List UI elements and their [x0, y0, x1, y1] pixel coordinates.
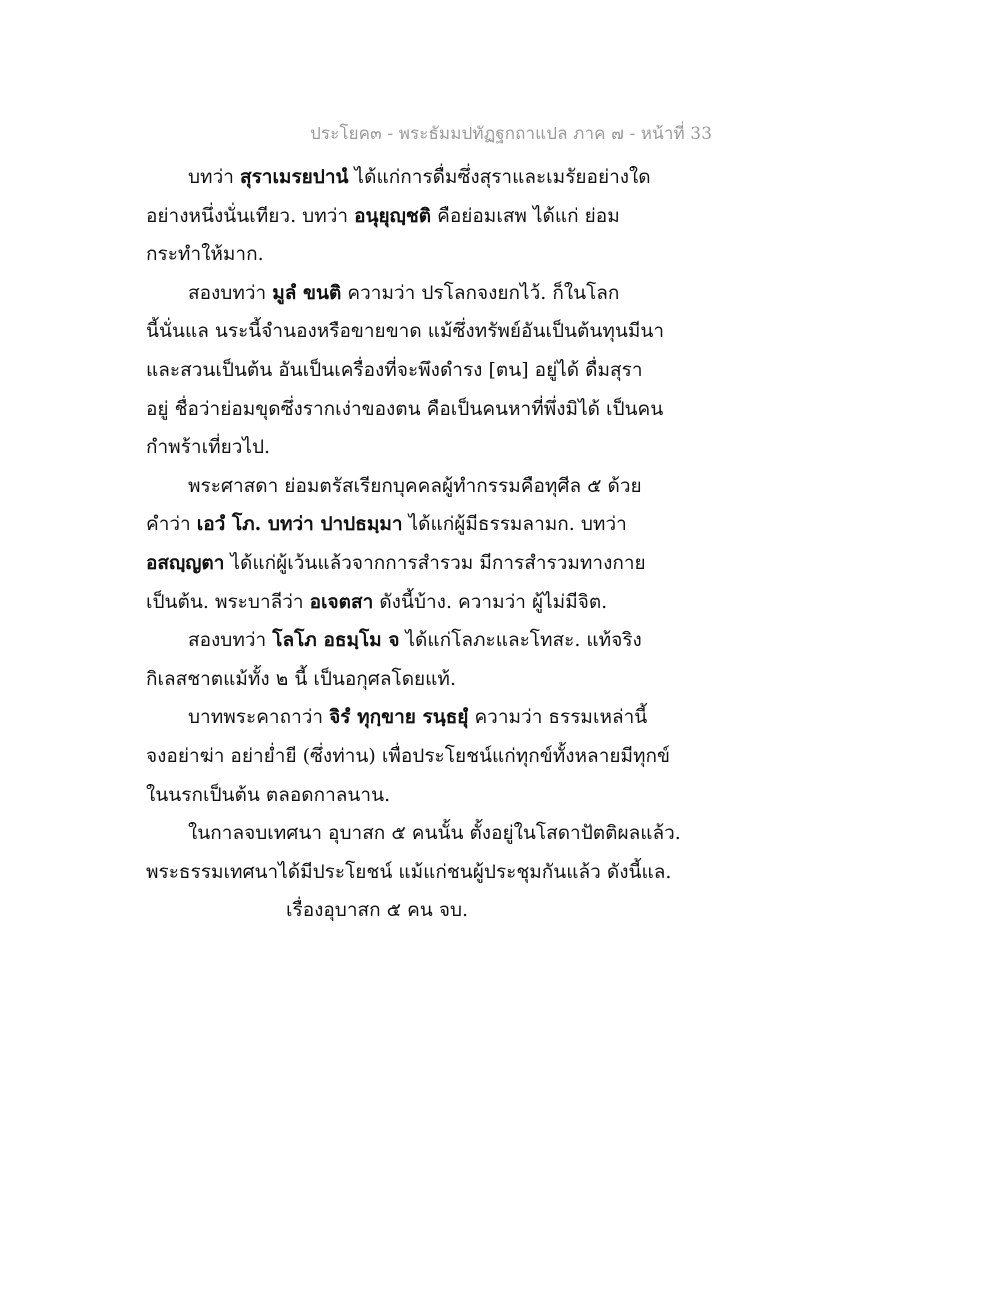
line-text: บาทพระคาถาว่า: [188, 706, 330, 729]
line-text: พระศาสดา ย่อมตรัสเรียกบุคคลผู้ทำกรรมคือทุศีล ๕ ด้วย: [188, 474, 642, 497]
line-text: ได้แก่การดื่มซึ่งสุราและเมรัยอย่างใด: [348, 166, 651, 188]
line-text: กิเลสชาตแม้ทั้ง ๒ นี้ เป็นอกุศลโดยแท้.: [146, 667, 456, 690]
line-text: ได้แก่ผู้มีธรรมลามก. บทว่า: [402, 513, 627, 536]
line-text: จงอย่าฆ่า อย่าย่ำยี (ซึ่งท่าน) เพื่อประโยชน์แก่ทุกข์ทั้งหลายมีทุกข์: [146, 744, 671, 767]
pali-term: อสญฺญตา: [146, 551, 225, 574]
text-line: [146, 158, 686, 197]
pali-term: เอวํ โภ. บทว่า ปาปธมฺมา: [196, 513, 403, 536]
text-line: [146, 197, 686, 236]
line-text: ได้แก่โลภะและโทสะ. แท้จริง: [399, 629, 642, 652]
line-text: กำพร้าเที่ยวไป.: [146, 436, 271, 459]
line-text: สองบทว่า: [188, 629, 273, 652]
text-line: [146, 814, 686, 853]
text-line: [146, 698, 686, 737]
line-text: ในนรกเป็นต้น ตลอดกาลนาน.: [146, 783, 391, 806]
text-line: [146, 660, 686, 699]
line-text: สองบทว่า: [188, 281, 273, 304]
pali-term: สุราเมรยปานํ: [239, 166, 349, 188]
line-text: ความว่า ปรโลกจงยกไว้. ก็ในโลก: [341, 281, 620, 304]
line-text: ความว่า ธรรมเหล่านี้: [468, 706, 648, 729]
text-line: [146, 351, 686, 390]
line-text: กระทำให้มาก.: [146, 243, 264, 266]
line-text: คำว่า: [146, 513, 197, 536]
text-line: [146, 312, 686, 351]
line-text: คือย่อมเสพ ได้แก่ ย่อม: [431, 204, 620, 227]
line-text: เป็นต้น. พระบาลีว่า: [146, 590, 310, 613]
line-text: ในกาลจบเทศนา อุบาสก ๕ คนนั้น ตั้งอยู่ในโสดาปัตติผลแล้ว.: [188, 822, 681, 845]
line-text: พระธรรมเทศนาได้มีประโยชน์ แม้แก่ชนผู้ประชุมกันแล้ว ดังนี้แล.: [146, 860, 672, 883]
pali-term: มูลํ ขนติ: [272, 281, 342, 304]
text-line: [146, 274, 686, 313]
text-line: [146, 621, 686, 660]
text-line: [146, 776, 686, 815]
text-line: [146, 428, 686, 467]
story-end-line: [146, 891, 686, 930]
text-line: [146, 390, 686, 429]
pali-term: อเจตสา: [309, 590, 374, 613]
text-line: [146, 583, 686, 622]
page-header: ประโยค๓ - พระธัมมปทัฏฐกถาแปล ภาค ๗ - หน้าที่ 33: [310, 124, 713, 144]
pali-term: จิรํ ทุกฺขาย รนฺธยุํ: [329, 706, 469, 729]
line-text: ได้แก่ผู้เว้นแล้วจากการสำรวม มีการสำรวมทางกาย: [224, 551, 646, 574]
text-line: [146, 737, 686, 776]
line-text: และสวนเป็นต้น อันเป็นเครื่องที่จะพึงดำรง [ตน] อยู่ได้ ดื่มสุรา: [146, 358, 643, 381]
text-line: [146, 544, 686, 583]
text-line: [146, 853, 686, 892]
text-line: [146, 235, 686, 274]
pali-term: โลโภ อธมฺโม จ: [272, 629, 400, 652]
line-text: อย่างหนึ่งนั่นเทียว. บทว่า: [146, 204, 355, 227]
line-text: ดังนี้บ้าง. ความว่า ผู้ไม่มีจิต.: [373, 590, 608, 613]
line-text: เรื่องอุบาสก ๕ คน จบ.: [286, 899, 469, 922]
text-line: [146, 505, 686, 544]
body-text: [146, 158, 686, 930]
text-line: [146, 467, 686, 506]
line-text: บทว่า: [188, 166, 240, 188]
pali-term: อนุยุญฺชติ: [354, 204, 432, 227]
line-text: นี้นั่นแล นระนี้จำนองหรือขายขาด แม้ซึ่งทรัพย์อันเป็นต้นทุนมีนา: [146, 320, 665, 343]
line-text: อยู่ ชื่อว่าย่อมขุดซึ่งรากเง่าของตน คือเป็นคนหาที่พึ่งมิได้ เป็นคน: [146, 397, 664, 420]
